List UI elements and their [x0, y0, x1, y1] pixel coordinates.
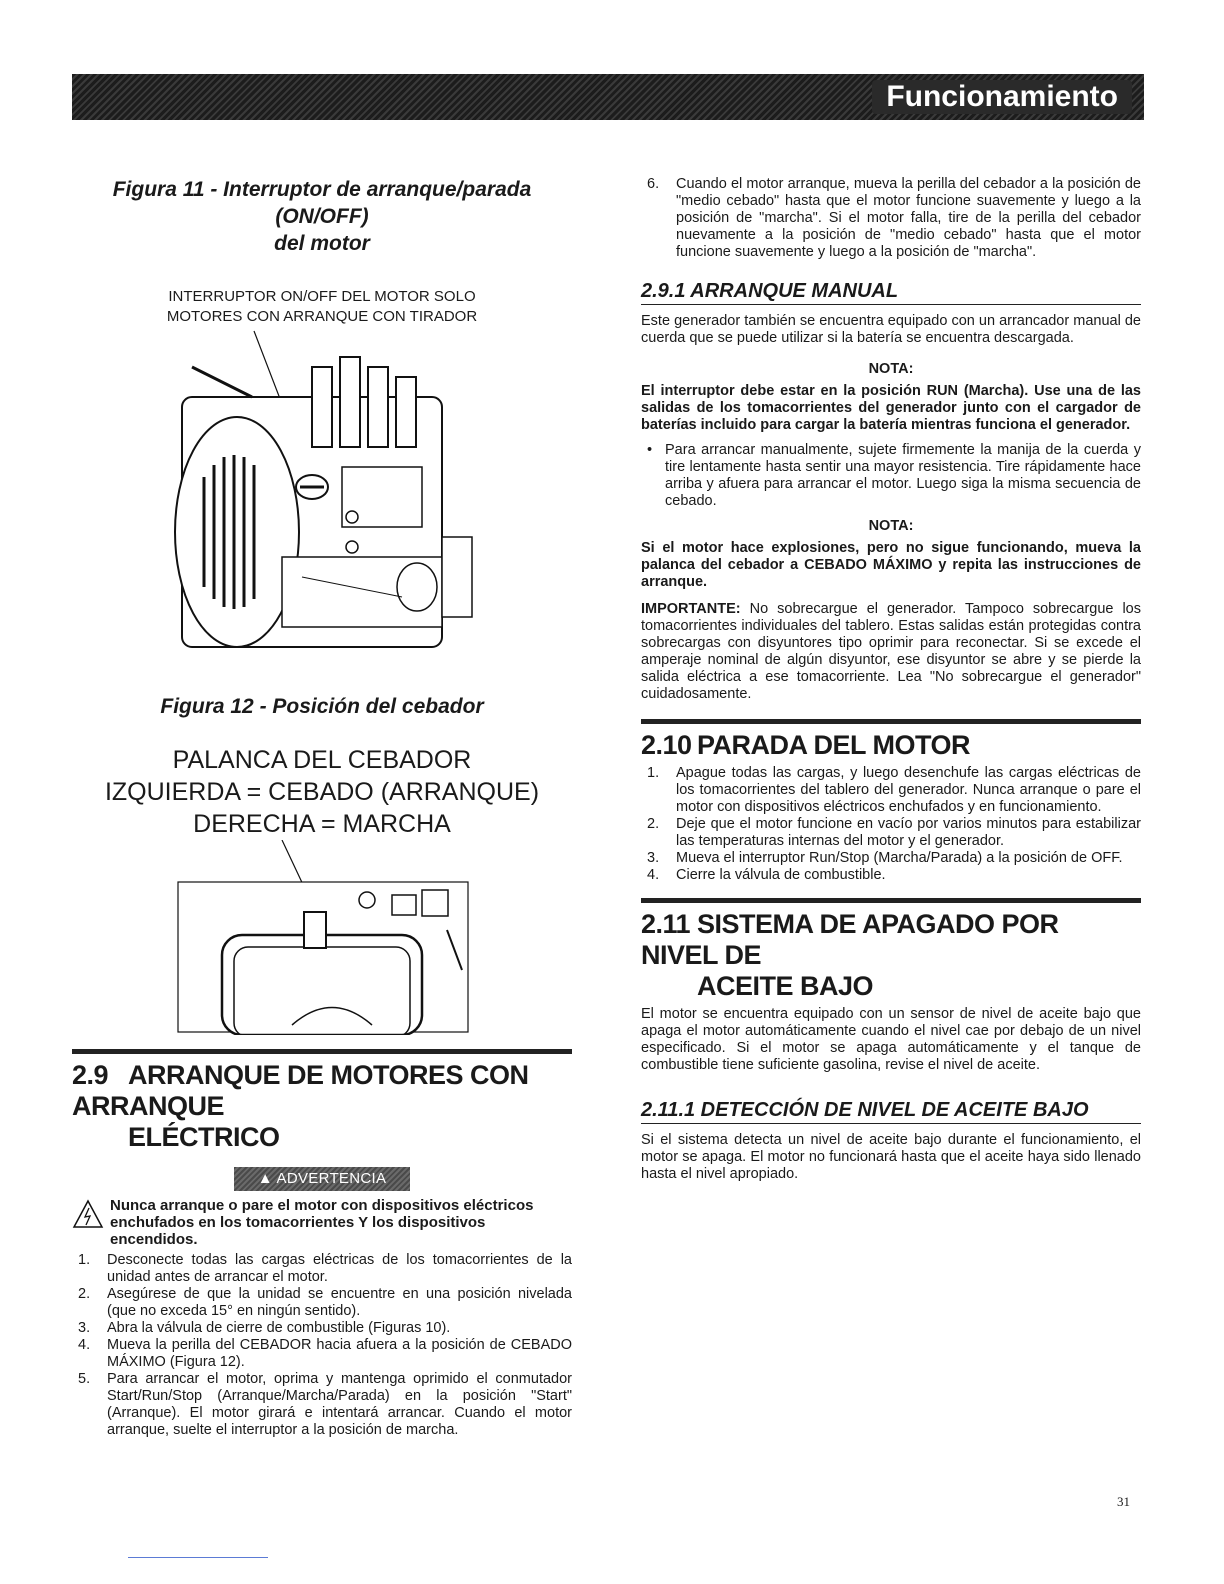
figure-11-label-line2: MOTORES CON ARRANQUE CON TIRADOR	[166, 308, 478, 325]
warning-badge	[234, 1167, 410, 1191]
section-2-9-title-line2: ELÉCTRICO	[128, 1122, 280, 1152]
section-2-9-1-bullets	[641, 442, 1141, 510]
section-2-10-title: PARADA DEL MOTOR	[697, 730, 971, 760]
list-item: 3. Abra la válvula de cierre de combustible (Figuras 10).	[78, 1320, 451, 1336]
list-item: 2. Asegúrese de que la unidad se encuentre en una posición nivelada (que no exceda 15° en ningún sentido).	[78, 1286, 572, 1319]
list-item: • Para arrancar manualmente, sujete firmemente la manija de la cuerda y tire lentamente hasta sentir una mayor resistencia. Tire rápidamente hace arriba y afuera para arrancar el motor. Luego siga la misma secuencia de cebado.	[641, 442, 1141, 510]
figure-12-label-line3: DERECHA = MARCHA	[193, 810, 451, 838]
section-2-11-title-line2: ACEITE BAJO	[697, 971, 874, 1001]
choke-lever-illustration	[172, 840, 472, 1035]
important-text: No sobrecargue el generador. Tampoco sobrecargue los tomacorrientes individuales del tablero. Estas salidas están protegidas contra sobrecargas con disyuntores tipo oprimir para reconectar. Si se excede el amperaje nominal de algún disyuntor, ese disyuntor se abre y se pierde la salida eléctrica a ese tomacorriente. Lea "No sobrecargue el generador" cuidadosamente.	[641, 601, 1141, 702]
figure-12-label-line2: IZQUIERDA = CEBADO (ARRANQUE)	[104, 778, 540, 806]
section-2-9-heading	[72, 1049, 572, 1153]
left-column	[72, 176, 572, 1439]
figure-11-caption-line1: Figura 11 - Interruptor de arranque/parada (ON/OFF)	[112, 178, 532, 228]
section-2-9-steps	[72, 1252, 572, 1439]
section-2-9-1-heading: 2.9.1 ARRANQUE MANUAL	[641, 279, 1141, 305]
footer-divider	[128, 1557, 268, 1558]
list-item: 4. Mueva la perilla del CEBADOR hacia afuera a la posición de CEBADO MÁXIMO (Figura 12).	[78, 1337, 572, 1370]
engine-switch-illustration	[142, 327, 502, 677]
list-item: 1. Apague todas las cargas, y luego desenchufe las cargas eléctricas de los tomacorrientes del tablero del generador. Nunca arranque o pare el motor con dispositivos eléctricos enchufados y en funcionamiento.	[647, 765, 1141, 815]
list-item: 5. Para arrancar el motor, oprima y mantenga oprimido el conmutador Start/Run/Stop (Arranque/Marcha/Parada) en la posición "Start" (Arranque). El motor girará e intentará arrancar. Cuando el motor arranque, suelte el interruptor a la posición de marcha.	[78, 1371, 572, 1438]
section-2-11-heading	[641, 898, 1141, 1002]
banner-title: Funcionamiento	[872, 80, 1132, 114]
figure-11-caption	[72, 176, 572, 257]
section-2-9-1-intro: Este generador también se encuentra equipado con un arrancador manual de cuerda que se puede utilizar si la batería se encuentra descargada.	[641, 313, 1141, 346]
list-item: 2. Deje que el motor funcione en vacío por varios minutos para estabilizar las temperaturas internas del motor y el generador.	[647, 816, 1141, 849]
warning-badge-icon: ▲	[257, 1170, 273, 1187]
warning-badge-label: ADVERTENCIA	[276, 1170, 387, 1187]
section-2-11-1-heading: 2.11.1 DETECCIÓN DE NIVEL DE ACEITE BAJO	[641, 1098, 1141, 1124]
section-2-11-1-text: Si el sistema detecta un nivel de aceite bajo durante el funcionamiento, el motor se apaga. El motor no funcionará hasta que el aceite haya sido llenado hasta el nivel apropiado.	[641, 1132, 1141, 1182]
section-2-10-steps	[641, 765, 1141, 884]
figure-11-caption-line2: del motor	[274, 232, 370, 255]
section-banner	[72, 74, 1144, 120]
section-2-10-heading	[641, 719, 1141, 761]
section-2-9-steps-continued	[641, 176, 1141, 261]
note-label: NOTA:	[868, 518, 914, 534]
right-column	[641, 176, 1141, 1183]
list-item: 4. Cierre la válvula de combustible.	[647, 867, 886, 883]
figure-12-label	[72, 744, 572, 840]
list-item: 3. Mueva el interruptor Run/Stop (Marcha/Parada) a la posición de OFF.	[647, 850, 1123, 866]
warning-text: Nunca arranque o pare el motor con dispositivos eléctricos enchufados en los tomacorrientes Y los dispositivos encendidos.	[110, 1197, 534, 1248]
section-2-11-text: El motor se encuentra equipado con un sensor de nivel de aceite bajo que apaga el motor automáticamente cuando el nivel cae por debajo de un nivel especificado. Si el motor se apaga automáticamente y el tanque de combustible tiene suficiente gasolina, revise el nivel de aceite.	[641, 1006, 1141, 1073]
electric-hazard-icon	[72, 1199, 104, 1229]
warning-message	[72, 1197, 572, 1248]
note-label: NOTA:	[868, 361, 914, 377]
section-2-9-title-line1: ARRANQUE DE MOTORES CON ARRANQUE	[72, 1060, 529, 1121]
figure-11-label-line1: INTERRUPTOR ON/OFF DEL MOTOR SOLO	[168, 288, 476, 305]
figure-12-label-line1: PALANCA DEL CEBADOR	[172, 746, 472, 774]
important-label: IMPORTANTE:	[641, 601, 741, 617]
section-2-10-number: 2.10	[641, 730, 692, 760]
note-text: El interruptor debe estar en la posición RUN (Marcha). Use una de las salidas de los tomacorrientes del generador junto con el cargador de baterías incluido para cargar la batería mientras funciona el generador.	[641, 383, 1141, 433]
section-2-11-number: 2.11	[641, 909, 691, 939]
section-2-11-title-line1: SISTEMA DE APAGADO POR NIVEL DE	[641, 909, 1059, 970]
list-item: 6. Cuando el motor arranque, mueva la perilla del cebador a la posición de "medio cebado" hasta que el motor funcione suavemente y luego a la posición de "marcha". Si el motor falla, tire de la perilla del cebador nuevamente a la posición de "medio cebado" hasta que el motor funcione suavemente y luego a la posición de "marcha".	[647, 176, 1141, 260]
section-2-9-number: 2.9	[72, 1060, 109, 1090]
list-item: 1. Desconecte todas las cargas eléctricas de los tomacorrientes de la unidad antes de arrancar el motor.	[78, 1252, 572, 1285]
important-paragraph	[641, 601, 1141, 703]
figure-11-label	[72, 287, 572, 327]
page-number: 31	[1117, 1494, 1130, 1509]
note-text: Si el motor hace explosiones, pero no sigue funcionando, mueva la palanca del cebador a CEBADO MÁXIMO y repita las instrucciones de arranque.	[641, 540, 1141, 590]
figure-12-caption: Figura 12 - Posición del cebador	[160, 695, 484, 718]
